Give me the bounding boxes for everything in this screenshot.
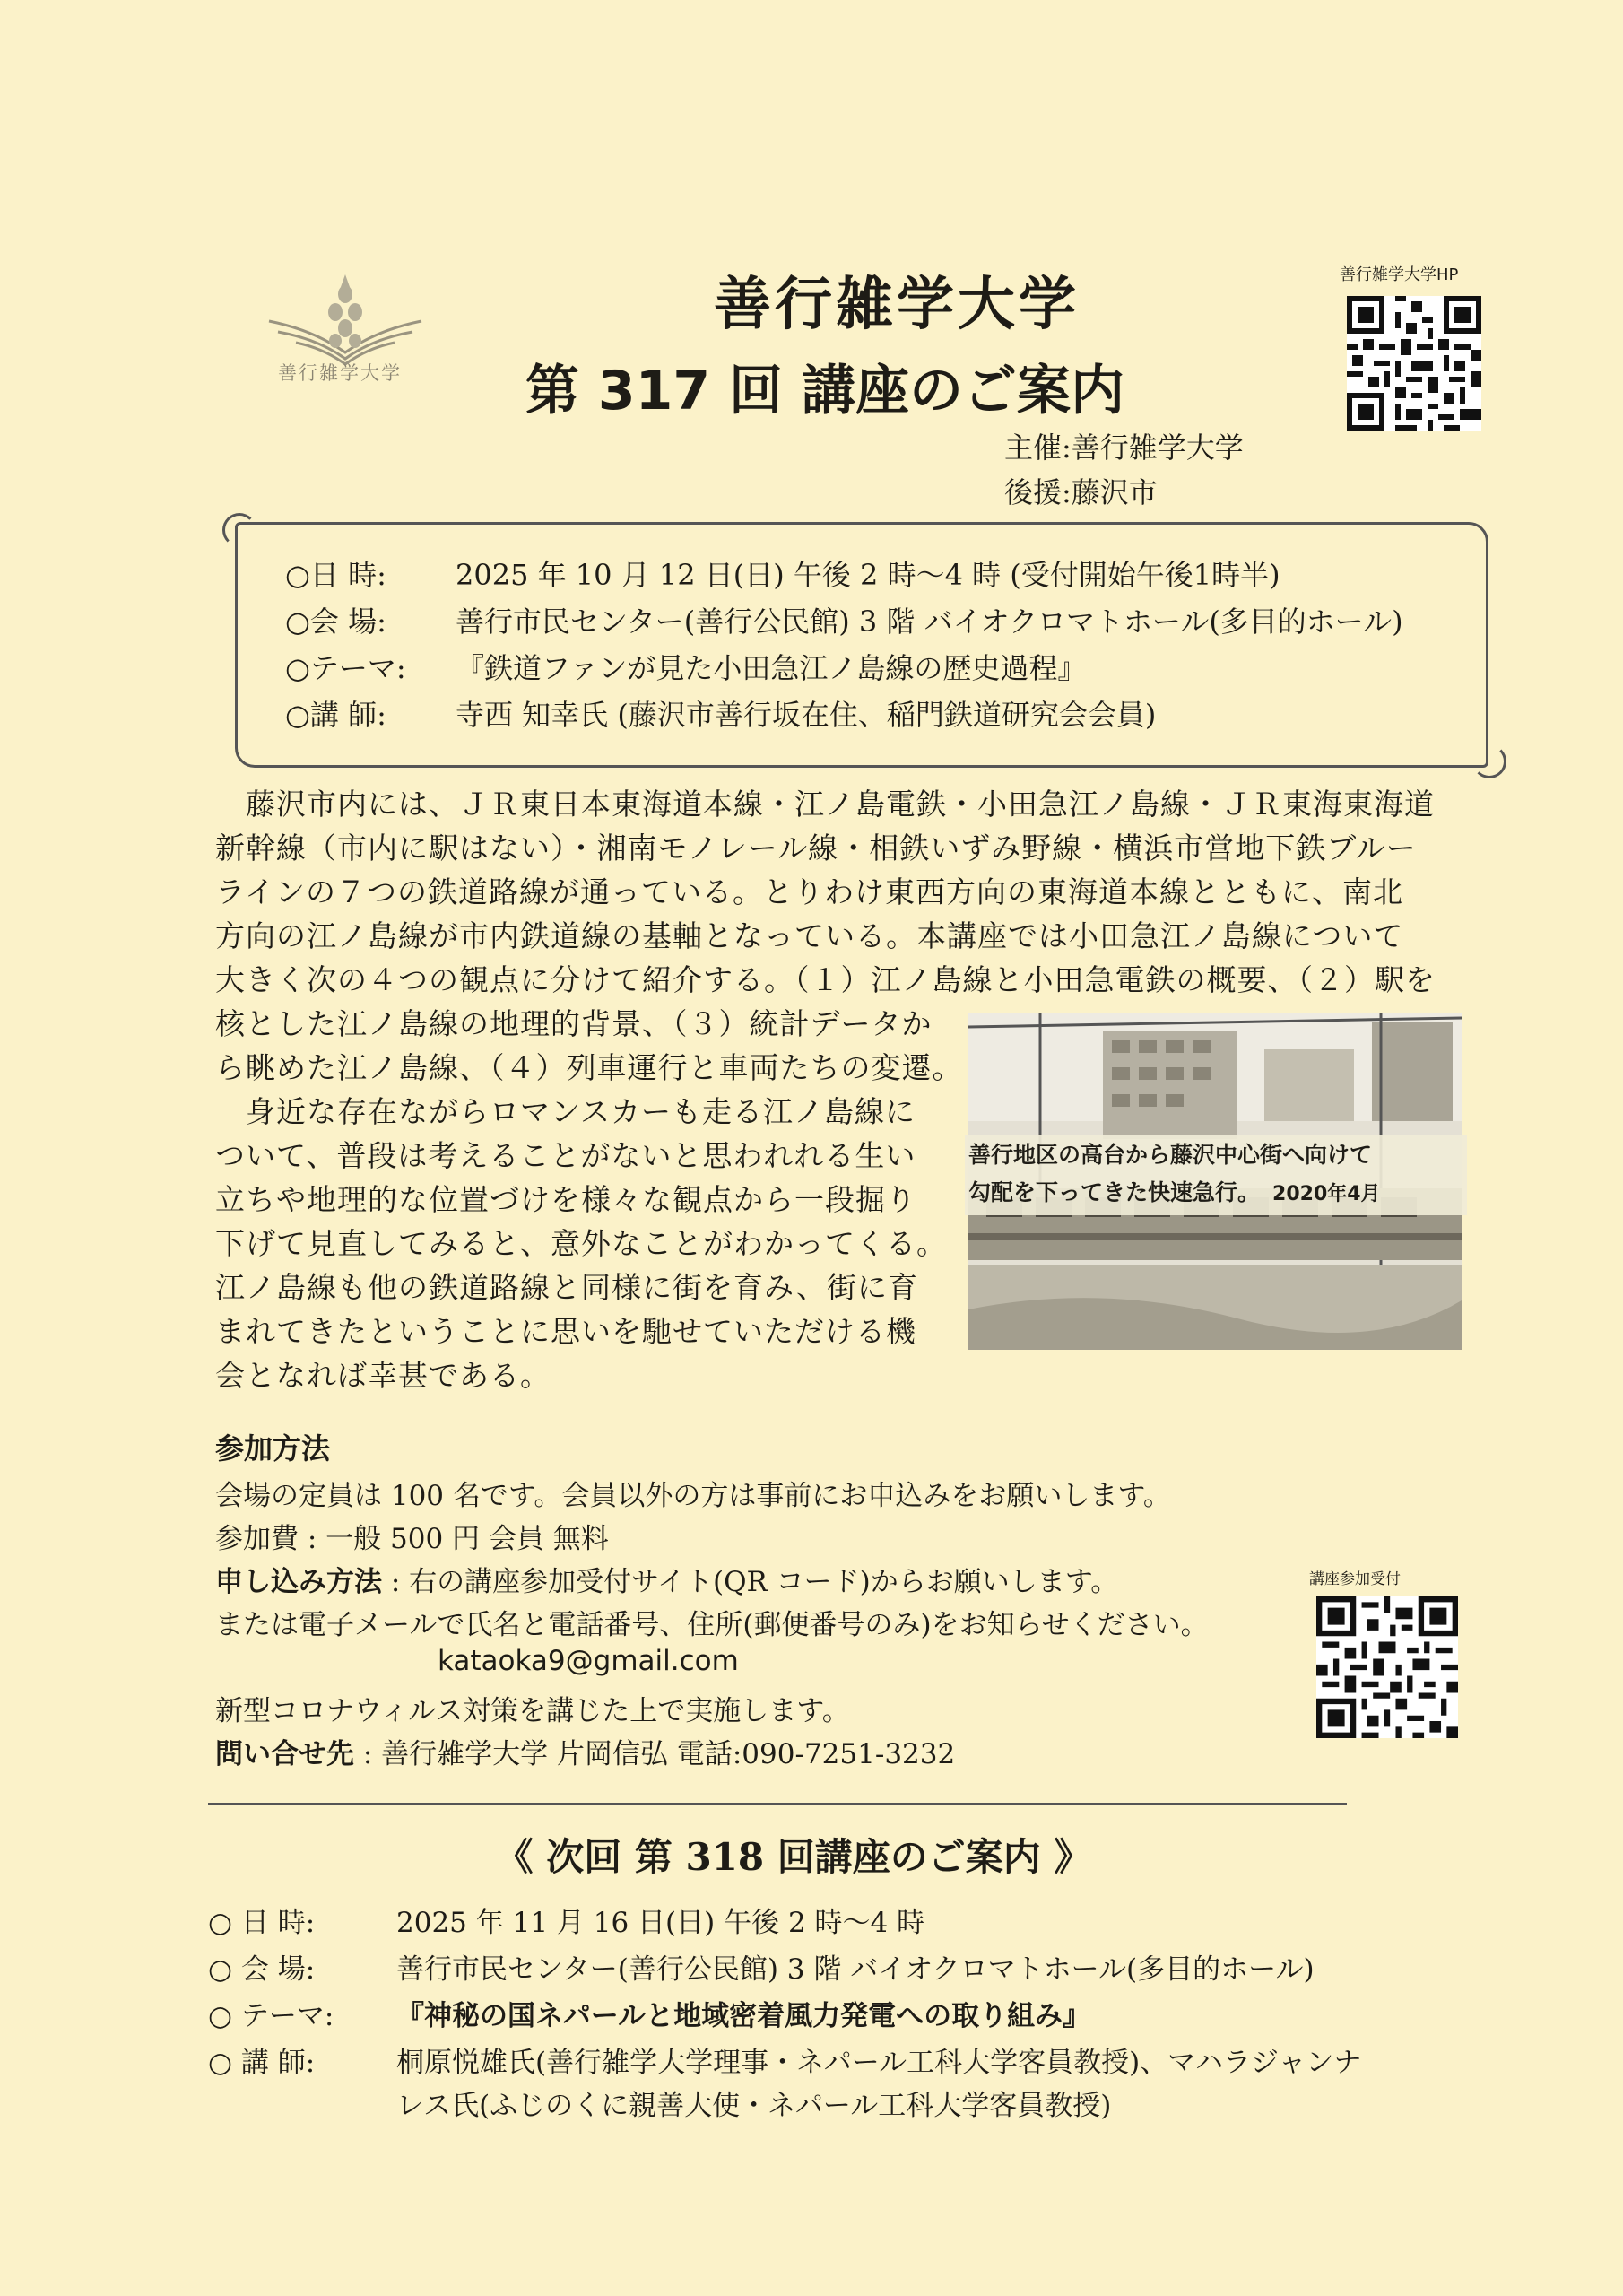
info-venue-value: 善行市民センター(善行公民館) 3 階 バイオクロマトホール(多目的ホール) [456,604,1403,639]
page-title: 善行雑学大学 [714,272,1080,338]
supporter: 後援:藤沢市 [1004,475,1158,509]
capacity-note: 会場の定員は 100 名です。会員以外の方は事前にお申込みをお願いします。 [215,1480,1171,1512]
contact-label: 問い合せ先 [215,1738,354,1770]
body-line: 立ちや地理的な位置づけを様々な観点から一段掘り [215,1182,916,1217]
qr-code-homepage[interactable] [1347,296,1481,430]
body-line: 下げて見直してみると、意外なことがわかってくる。 [215,1226,947,1261]
photo-caption [965,1135,1467,1215]
photo-caption-line2: 勾配を下ってきた快速急行。 [968,1179,1261,1205]
photo-caption-date: 2020年4月 [1272,1183,1381,1205]
next-lecturer [208,2039,1362,2080]
logo-caption: 善行雑学大学 [278,362,402,384]
next-lecture-title: 《 次回 第 318 回講座のご案内 》 [495,1835,1092,1879]
body-line: まれてきたということに思いを馳せていただける機 [215,1314,916,1349]
participation-heading: 参加方法 [215,1431,331,1465]
next-lecturer-label: ○ 講 師: [208,2047,316,2079]
info-venue [285,599,1403,640]
contact-line [215,1731,955,1771]
email-instructions: または電子メールで氏名と電話番号、住所(郵便番号のみ)をお知らせください。 [215,1609,1209,1641]
next-lecturer-value: 桐原悦雄氏(善行雑学大学理事・ネパール工科大学客員教授)、マハラジャンナ [396,2047,1362,2079]
apply-method [215,1559,1118,1599]
body-line: 身近な存在ながらロマンスカーも走る江ノ島線に [215,1094,916,1129]
qr-registration-label: 講座参加受付 [1309,1570,1401,1588]
info-lecturer-value: 寺西 知幸氏 (藤沢市善行坂在住、稲門鉄道研究会会員) [456,698,1157,732]
body-line: 核とした江ノ島線の地理的背景、（３）統計データか [215,1006,933,1041]
info-date-label: ○日 時: [285,558,386,592]
info-date-value: 2025 年 10 月 12 日(日) 午後 2 時～4 時 (受付開始午後1時半) [456,558,1280,592]
covid-note: 新型コロナウィルス対策を講じた上で実施します。 [215,1695,850,1727]
section-divider [208,1803,1347,1805]
next-date-label: ○ 日 時: [208,1907,316,1939]
photo-caption-line1: 善行地区の高台から藤沢中心街へ向けて [968,1142,1373,1168]
next-lecturer-cont-value: レス氏(ふじのくに親善大使・ネパール工科大学客員教授) [396,2090,1112,2122]
body-line: ついて、普段は考えることがないと思われれる生い [215,1138,916,1173]
body-line: 江ノ島線も他の鉄道路線と同様に街を育み、街に育 [215,1270,918,1305]
body-line: ラインの７つの鉄道路線が通っている。とりわけ東西方向の東海道本線とともに、南北 [215,874,1404,909]
body-line: 大きく次の４つの観点に分けて紹介する。（１）江ノ島線と小田急電鉄の概要、（２）駅を [215,962,1436,997]
info-theme [285,646,1087,687]
body-line: 新幹線（市内に駅はない）・湘南モノレール線・相鉄いずみ野線・横浜市営地下鉄ブルー [215,831,1417,865]
next-venue [208,1946,1315,1987]
apply-method-label: 申し込み方法 [215,1566,382,1598]
scroll-curl-top [222,513,256,547]
scroll-curl-bottom [1472,744,1506,778]
body-line: 藤沢市内には、ＪＲ東日本東海道本線・江ノ島電鉄・小田急江ノ島線・ＪＲ東海東海道 [215,787,1435,822]
organizer: 主催:善行雑学大学 [1004,430,1244,465]
fee-line: 参加費 : 一般 500 円 会員 無料 [215,1523,609,1555]
next-venue-label: ○ 会 場: [208,1953,316,1986]
lecture-title: 第 317 回 講座のご案内 [525,360,1124,422]
body-line: 会となれば幸甚である。 [215,1358,551,1393]
body-line: ら眺めた江ノ島線、（４）列車運行と車両たちの変遷。 [215,1050,963,1085]
next-venue-value: 善行市民センター(善行公民館) 3 階 バイオクロマトホール(多目的ホール) [396,1953,1315,1986]
body-line: 方向の江ノ島線が市内鉄道線の基軸となっている。本講座では小田急江ノ島線について [215,918,1404,953]
next-date [208,1900,925,1940]
next-theme-value: 『神秘の国ネパールと地域密着風力発電への取り組み』 [396,2000,1091,2032]
info-date [285,552,1280,594]
info-venue-label: ○会 場: [285,604,386,639]
next-theme [208,1993,1091,2033]
next-date-value: 2025 年 11 月 16 日(日) 午後 2 時～4 時 [396,1907,925,1939]
contact-text: : 善行雑学大学 片岡信弘 電話:090-7251-3232 [354,1738,956,1770]
next-theme-label: ○ テーマ: [208,2000,334,2032]
info-theme-value: 『鉄道ファンが見た小田急江ノ島線の歴史過程』 [456,651,1087,685]
contact-email[interactable]: kataoka9@gmail.com [438,1645,739,1677]
info-lecturer-label: ○講 師: [285,698,386,732]
qr-homepage-label: 善行雑学大学HP [1340,265,1459,284]
info-lecturer [285,692,1157,734]
qr-code-registration[interactable] [1316,1596,1458,1738]
info-theme-label: ○テーマ: [285,651,406,685]
apply-method-text: : 右の講座参加受付サイト(QR コード)からお願いします。 [382,1566,1119,1598]
